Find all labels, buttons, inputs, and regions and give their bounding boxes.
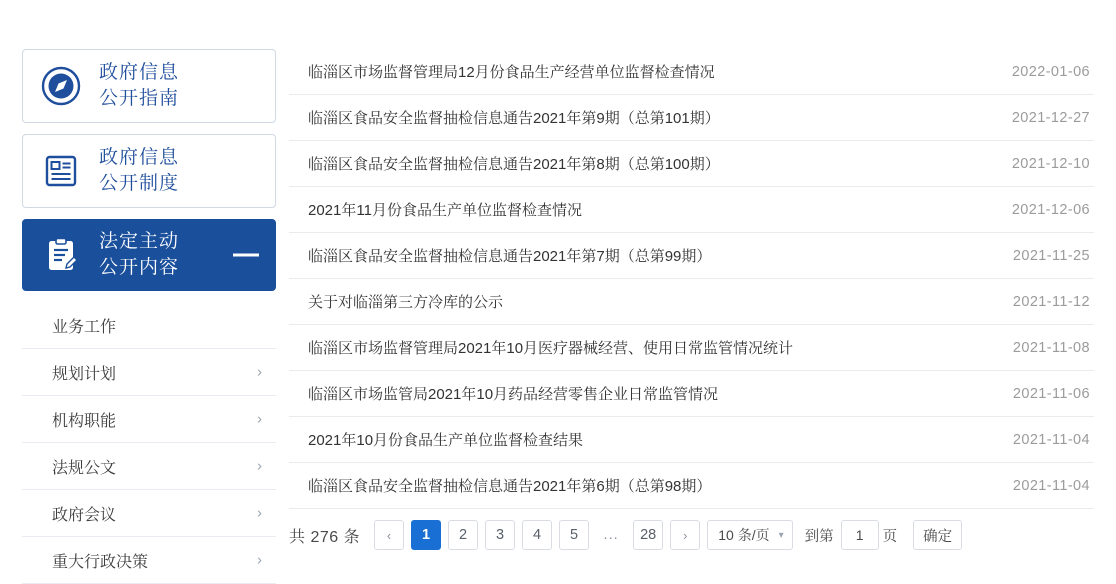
- sidebar-item-laws-documents[interactable]: [22, 443, 276, 490]
- sidebar-card-guide-text: [99, 60, 179, 112]
- sidebar-item-business-work[interactable]: [22, 302, 276, 349]
- sidebar-item-institution-functions[interactable]: [22, 396, 276, 443]
- sidebar-card-statutory-text: [99, 229, 179, 281]
- list-item[interactable]: [289, 95, 1094, 141]
- list-item-date: 2021-12-27: [1011, 109, 1090, 126]
- sidebar-item-planning[interactable]: [22, 349, 276, 396]
- list-item-title[interactable]: 临淄区食品安全监督抽检信息通告2021年第7期（总第99期）: [308, 248, 712, 265]
- list-item-date: 2021-11-04: [1012, 431, 1090, 448]
- list-item-date: 2021-11-25: [1012, 247, 1090, 264]
- list-item-date: 2021-11-08: [1012, 339, 1090, 356]
- list-item-title[interactable]: 临淄区食品安全监督抽检信息通告2021年第8期（总第100期）: [308, 156, 720, 173]
- chevron-right-icon: ›: [257, 363, 262, 381]
- clipboard-pen-icon: [37, 231, 85, 279]
- list-item-date: 2021-11-06: [1012, 385, 1090, 402]
- list-item-title[interactable]: 2021年10月份食品生产单位监督检查结果: [308, 432, 584, 449]
- page-size-select[interactable]: [707, 520, 792, 550]
- compass-icon: [37, 62, 85, 110]
- list-item-date: 2021-12-06: [1011, 201, 1090, 218]
- article-list: [289, 49, 1094, 509]
- jump-page-input[interactable]: [841, 520, 879, 550]
- list-item-title[interactable]: 临淄区食品安全监督抽检信息通告2021年第6期（总第98期）: [308, 478, 712, 495]
- chevron-right-icon: ›: [257, 551, 262, 569]
- page-button-last[interactable]: 28: [633, 520, 663, 550]
- page-button-2[interactable]: 2: [448, 520, 478, 550]
- page-button-1[interactable]: 1: [411, 520, 441, 550]
- next-page-button[interactable]: ›: [670, 520, 700, 550]
- sidebar: [22, 49, 276, 584]
- page-button-5[interactable]: 5: [559, 520, 589, 550]
- sidebar-item-label: 规划计划: [52, 365, 117, 383]
- page-ellipsis[interactable]: ...: [596, 520, 626, 550]
- sidebar-item-label: 机构职能: [52, 412, 117, 430]
- list-item-title[interactable]: 临淄区市场监督管理局2021年10月医疗器械经营、使用日常监管情况统计: [308, 340, 794, 357]
- list-item-date: 2021-11-12: [1012, 293, 1090, 310]
- sidebar-item-label: 重大行政决策: [52, 553, 149, 571]
- sidebar-item-label: 政府会议: [52, 506, 117, 524]
- list-item[interactable]: [289, 279, 1094, 325]
- chevron-right-icon: ›: [257, 504, 262, 522]
- chevron-right-icon: ›: [257, 410, 262, 428]
- chevron-down-icon: ▾: [778, 529, 784, 541]
- jump-prefix-label: 到第: [804, 528, 834, 545]
- total-count-label: 共 276 条: [289, 528, 361, 546]
- sidebar-card-statutory-line2: 公开内容: [99, 257, 180, 278]
- list-item[interactable]: [289, 233, 1094, 279]
- pagination: [289, 516, 1099, 554]
- sidebar-card-system[interactable]: [22, 134, 276, 208]
- sidebar-item-label: 业务工作: [52, 318, 117, 336]
- list-item-date: 2021-11-04: [1012, 477, 1090, 494]
- document-lines-icon: [37, 147, 85, 195]
- confirm-button[interactable]: 确定: [913, 520, 962, 550]
- list-item-date: 2021-12-10: [1011, 155, 1090, 172]
- jump-suffix-label: 页: [882, 528, 898, 545]
- list-item-title[interactable]: 临淄区食品安全监督抽检信息通告2021年第9期（总第101期）: [308, 110, 720, 127]
- sidebar-item-major-decisions[interactable]: [22, 537, 276, 584]
- list-item-title[interactable]: 临淄区市场监督管理局12月份食品生产经营单位监督检查情况: [308, 64, 715, 81]
- list-item[interactable]: [289, 417, 1094, 463]
- list-item[interactable]: [289, 325, 1094, 371]
- page-button-3[interactable]: 3: [485, 520, 515, 550]
- page-size-value: 10 条/页: [718, 527, 770, 543]
- sidebar-card-guide[interactable]: [22, 49, 276, 123]
- sidebar-card-statutory-line1: 法定主动: [99, 231, 180, 252]
- list-item[interactable]: [289, 463, 1094, 509]
- prev-page-button[interactable]: ‹: [374, 520, 404, 550]
- sidebar-card-system-line1: 政府信息: [99, 147, 180, 168]
- sidebar-sublist: [22, 302, 276, 584]
- list-item[interactable]: [289, 371, 1094, 417]
- sidebar-card-statutory-disclosure[interactable]: [22, 219, 276, 291]
- list-item[interactable]: [289, 49, 1094, 95]
- list-item-title[interactable]: 2021年11月份食品生产单位监督检查情况: [308, 202, 582, 219]
- list-item[interactable]: [289, 187, 1094, 233]
- sidebar-card-system-line2: 公开制度: [99, 173, 180, 194]
- list-item-date: 2022-01-06: [1011, 63, 1090, 80]
- sidebar-card-guide-line2: 公开指南: [99, 88, 180, 109]
- page-button-4[interactable]: 4: [522, 520, 552, 550]
- list-item[interactable]: [289, 141, 1094, 187]
- sidebar-card-guide-line1: 政府信息: [99, 62, 180, 83]
- chevron-right-icon: ›: [257, 457, 262, 475]
- sidebar-item-label: 法规公文: [52, 459, 117, 477]
- list-item-title[interactable]: 关于对临淄第三方冷库的公示: [308, 294, 504, 311]
- sidebar-item-government-meetings[interactable]: [22, 490, 276, 537]
- list-item-title[interactable]: 临淄区市场监管局2021年10月药品经营零售企业日常监管情况: [308, 386, 719, 403]
- collapse-icon[interactable]: [233, 254, 259, 257]
- sidebar-card-system-text: [99, 145, 179, 197]
